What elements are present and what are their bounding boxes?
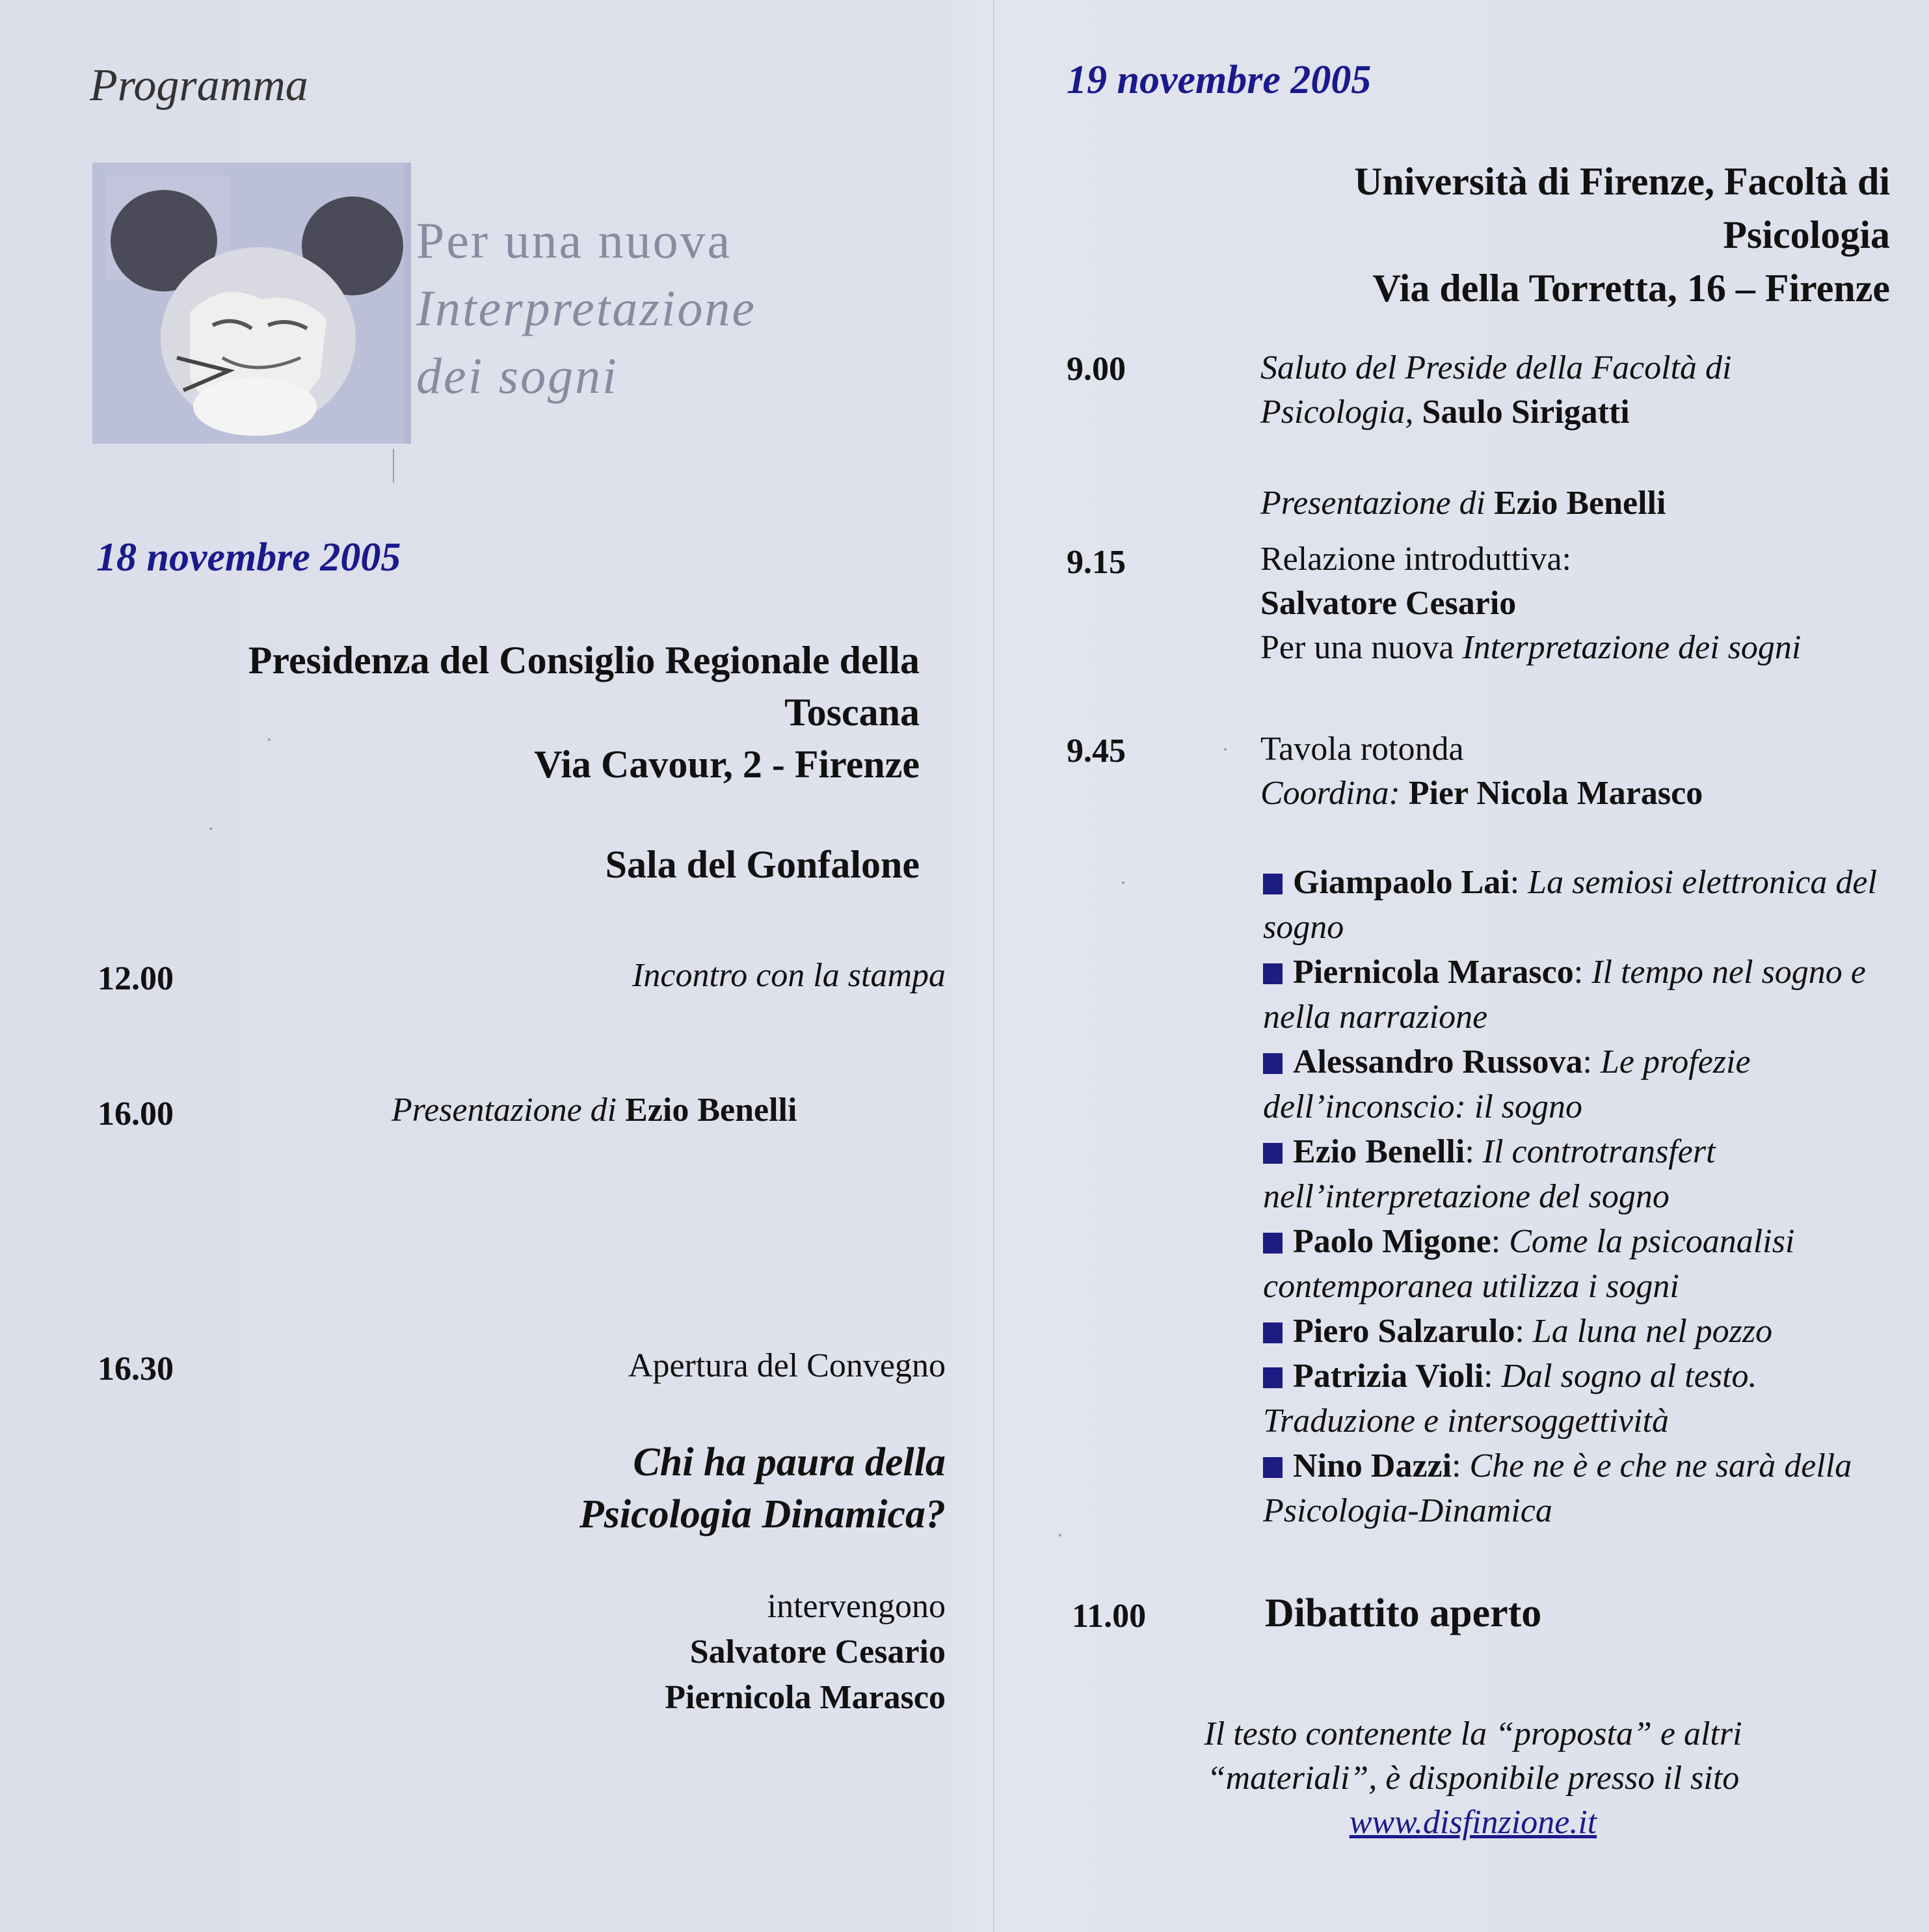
logo-title bbox=[416, 207, 756, 410]
talk-title bbox=[579, 1436, 946, 1540]
saluto-line-2: Psicologia, bbox=[1260, 394, 1414, 431]
presentazione-line bbox=[1260, 481, 1666, 526]
relazione-title-plain: Per una nuova bbox=[1260, 629, 1454, 666]
event-time: 16.00 bbox=[98, 1095, 174, 1133]
presenter-name: Ezio Benelli bbox=[1494, 485, 1666, 522]
bullet-square-icon bbox=[1263, 963, 1283, 984]
panelist-title: Che ne è e che ne sarà della Psicologia-Dinamica bbox=[1263, 1447, 1852, 1529]
coordina-label: Coordina: bbox=[1260, 775, 1400, 812]
list-item: Alessandro Russova: Le profezie dell’inconscio: il sogno bbox=[1263, 1043, 1751, 1125]
website-link[interactable]: www.disfinzione.it bbox=[1349, 1804, 1597, 1841]
logo-title-line-2: Interpretazione bbox=[416, 280, 757, 336]
mickey-face-illustration bbox=[92, 163, 411, 444]
relazione-label: Relazione introduttiva: bbox=[1260, 541, 1571, 578]
presentazione-label: Presentazione di bbox=[392, 1092, 617, 1129]
speck bbox=[1224, 748, 1227, 751]
footer-note bbox=[1106, 1712, 1841, 1845]
venue-line-2: Toscana bbox=[784, 691, 920, 734]
panelist-title: Il tempo nel sogno e nella narrazione bbox=[1263, 954, 1866, 1036]
panelist-title: Dal sogno al testo. Traduzione e intersoggettività bbox=[1263, 1358, 1757, 1440]
list-item: Paolo Migone: Come la psicoanalisi contemporanea utilizza i sogni bbox=[1263, 1223, 1795, 1305]
panelist-name: Nino Dazzi bbox=[1293, 1447, 1452, 1484]
venue-line-3: Via della Torretta, 16 – Firenze bbox=[1372, 267, 1890, 310]
bullet-square-icon bbox=[1263, 1367, 1283, 1388]
logo-title-line-1: Per una nuova bbox=[416, 212, 732, 269]
event-text bbox=[1260, 537, 1801, 670]
event-time: 12.00 bbox=[98, 960, 174, 997]
panelist-name: Alessandro Russova bbox=[1293, 1043, 1583, 1080]
event-time: 9.00 bbox=[1067, 351, 1126, 388]
panelist-title: La luna nel pozzo bbox=[1532, 1313, 1773, 1350]
event-time: 11.00 bbox=[1072, 1598, 1147, 1635]
event-text bbox=[1260, 346, 1732, 435]
panelist-name: Piero Salzarulo bbox=[1293, 1313, 1515, 1350]
talk-title-line-1: Chi ha paura della bbox=[633, 1440, 946, 1484]
panelist-name: Piernicola Marasco bbox=[1293, 954, 1574, 991]
speck bbox=[1059, 1534, 1061, 1536]
list-item: Piero Salzarulo: La luna nel pozzo bbox=[1263, 1309, 1913, 1354]
list-item: Piernicola Marasco: Il tempo nel sogno e nella narrazione bbox=[1263, 954, 1866, 1036]
fold-line bbox=[993, 0, 994, 1932]
bullet-square-icon bbox=[1263, 874, 1283, 894]
event-text bbox=[1260, 727, 1703, 816]
speck bbox=[268, 738, 271, 741]
divider-mark bbox=[393, 449, 394, 483]
logo-title-line-3: dei sogni bbox=[416, 347, 619, 404]
list-item: Patrizia Violi: Dal sogno al testo. Traduzione e intersoggettività bbox=[1263, 1358, 1757, 1440]
date-day-1: 18 novembre 2005 bbox=[96, 535, 401, 580]
panelist-name: Ezio Benelli bbox=[1293, 1133, 1465, 1170]
intervengono-label: intervengono bbox=[767, 1588, 946, 1625]
presenter-name: Ezio Benelli bbox=[625, 1092, 797, 1129]
venue-line-2: Psicologia bbox=[1723, 213, 1890, 256]
event-text: Incontro con la stampa bbox=[632, 957, 946, 994]
programma-heading: Programma bbox=[90, 60, 308, 111]
speakers-block bbox=[665, 1584, 946, 1721]
bullet-square-icon bbox=[1263, 1322, 1283, 1343]
dibattito-label: Dibattito aperto bbox=[1265, 1591, 1542, 1635]
event-time: 16.30 bbox=[98, 1350, 174, 1388]
panelist-name: Paolo Migone bbox=[1293, 1223, 1491, 1260]
note-line-2: “materiali”, è disponibile presso il sito bbox=[1206, 1760, 1740, 1797]
coordinator-name: Pier Nicola Marasco bbox=[1408, 775, 1703, 812]
panelist-title: Le profezie dell’inconscio: il sogno bbox=[1263, 1043, 1751, 1125]
preside-name: Saulo Sirigatti bbox=[1422, 394, 1630, 431]
tavola-rotonda-label: Tavola rotonda bbox=[1260, 731, 1464, 768]
speck bbox=[209, 827, 212, 830]
panelist-list bbox=[1263, 860, 1913, 1533]
panelist-title: Come la psicoanalisi contemporanea utilizza i sogni bbox=[1263, 1223, 1795, 1305]
panelist-name: Patrizia Violi bbox=[1293, 1358, 1484, 1395]
speaker-name: Piernicola Marasco bbox=[665, 1679, 946, 1716]
panelist-name: Giampaolo Lai bbox=[1293, 864, 1510, 901]
date-day-2: 19 novembre 2005 bbox=[1067, 58, 1372, 102]
venue-line-1: Presidenza del Consiglio Regionale della bbox=[248, 639, 920, 682]
event-time: 9.15 bbox=[1067, 544, 1126, 581]
bullet-square-icon bbox=[1263, 1053, 1283, 1074]
venue-line-1: Università di Firenze, Facoltà di bbox=[1354, 160, 1890, 203]
event-text: Apertura del Convegno bbox=[628, 1347, 946, 1384]
room-name: Sala del Gonfalone bbox=[605, 843, 920, 886]
speaker-name: Salvatore Cesario bbox=[689, 1633, 946, 1670]
relazione-title-italic: Interpretazione dei sogni bbox=[1462, 629, 1802, 666]
saluto-line: Saluto del Preside della Facoltà di bbox=[1260, 349, 1732, 386]
note-line-1: Il testo contenente la “proposta” e altri bbox=[1204, 1715, 1742, 1752]
bullet-square-icon bbox=[1263, 1233, 1283, 1254]
list-item: Giampaolo Lai: La semiosi elettronica del sogno bbox=[1263, 864, 1877, 946]
talk-title-line-2: Psicologia Dinamica? bbox=[579, 1492, 946, 1536]
bullet-square-icon bbox=[1263, 1457, 1283, 1478]
list-item: Ezio Benelli: Il controtransfert nell’interpretazione del sogno bbox=[1263, 1133, 1716, 1215]
panelist-title: La semiosi elettronica del sogno bbox=[1263, 864, 1877, 946]
panelist-title: Il controtransfert nell’interpretazione del sogno bbox=[1263, 1133, 1716, 1215]
venue-day-2 bbox=[1031, 155, 1890, 315]
presentazione-label: Presentazione di bbox=[1260, 485, 1486, 522]
relatore-name: Salvatore Cesario bbox=[1260, 585, 1517, 622]
speck bbox=[1122, 881, 1124, 884]
bullet-square-icon bbox=[1263, 1143, 1283, 1164]
event-text bbox=[392, 1091, 797, 1129]
event-time: 9.45 bbox=[1067, 732, 1126, 770]
venue-day-1 bbox=[74, 634, 920, 790]
logo-image bbox=[92, 163, 411, 444]
list-item: Nino Dazzi: Che ne è e che ne sarà della Psicologia-Dinamica bbox=[1263, 1447, 1852, 1529]
venue-line-3: Via Cavour, 2 - Firenze bbox=[534, 743, 920, 786]
